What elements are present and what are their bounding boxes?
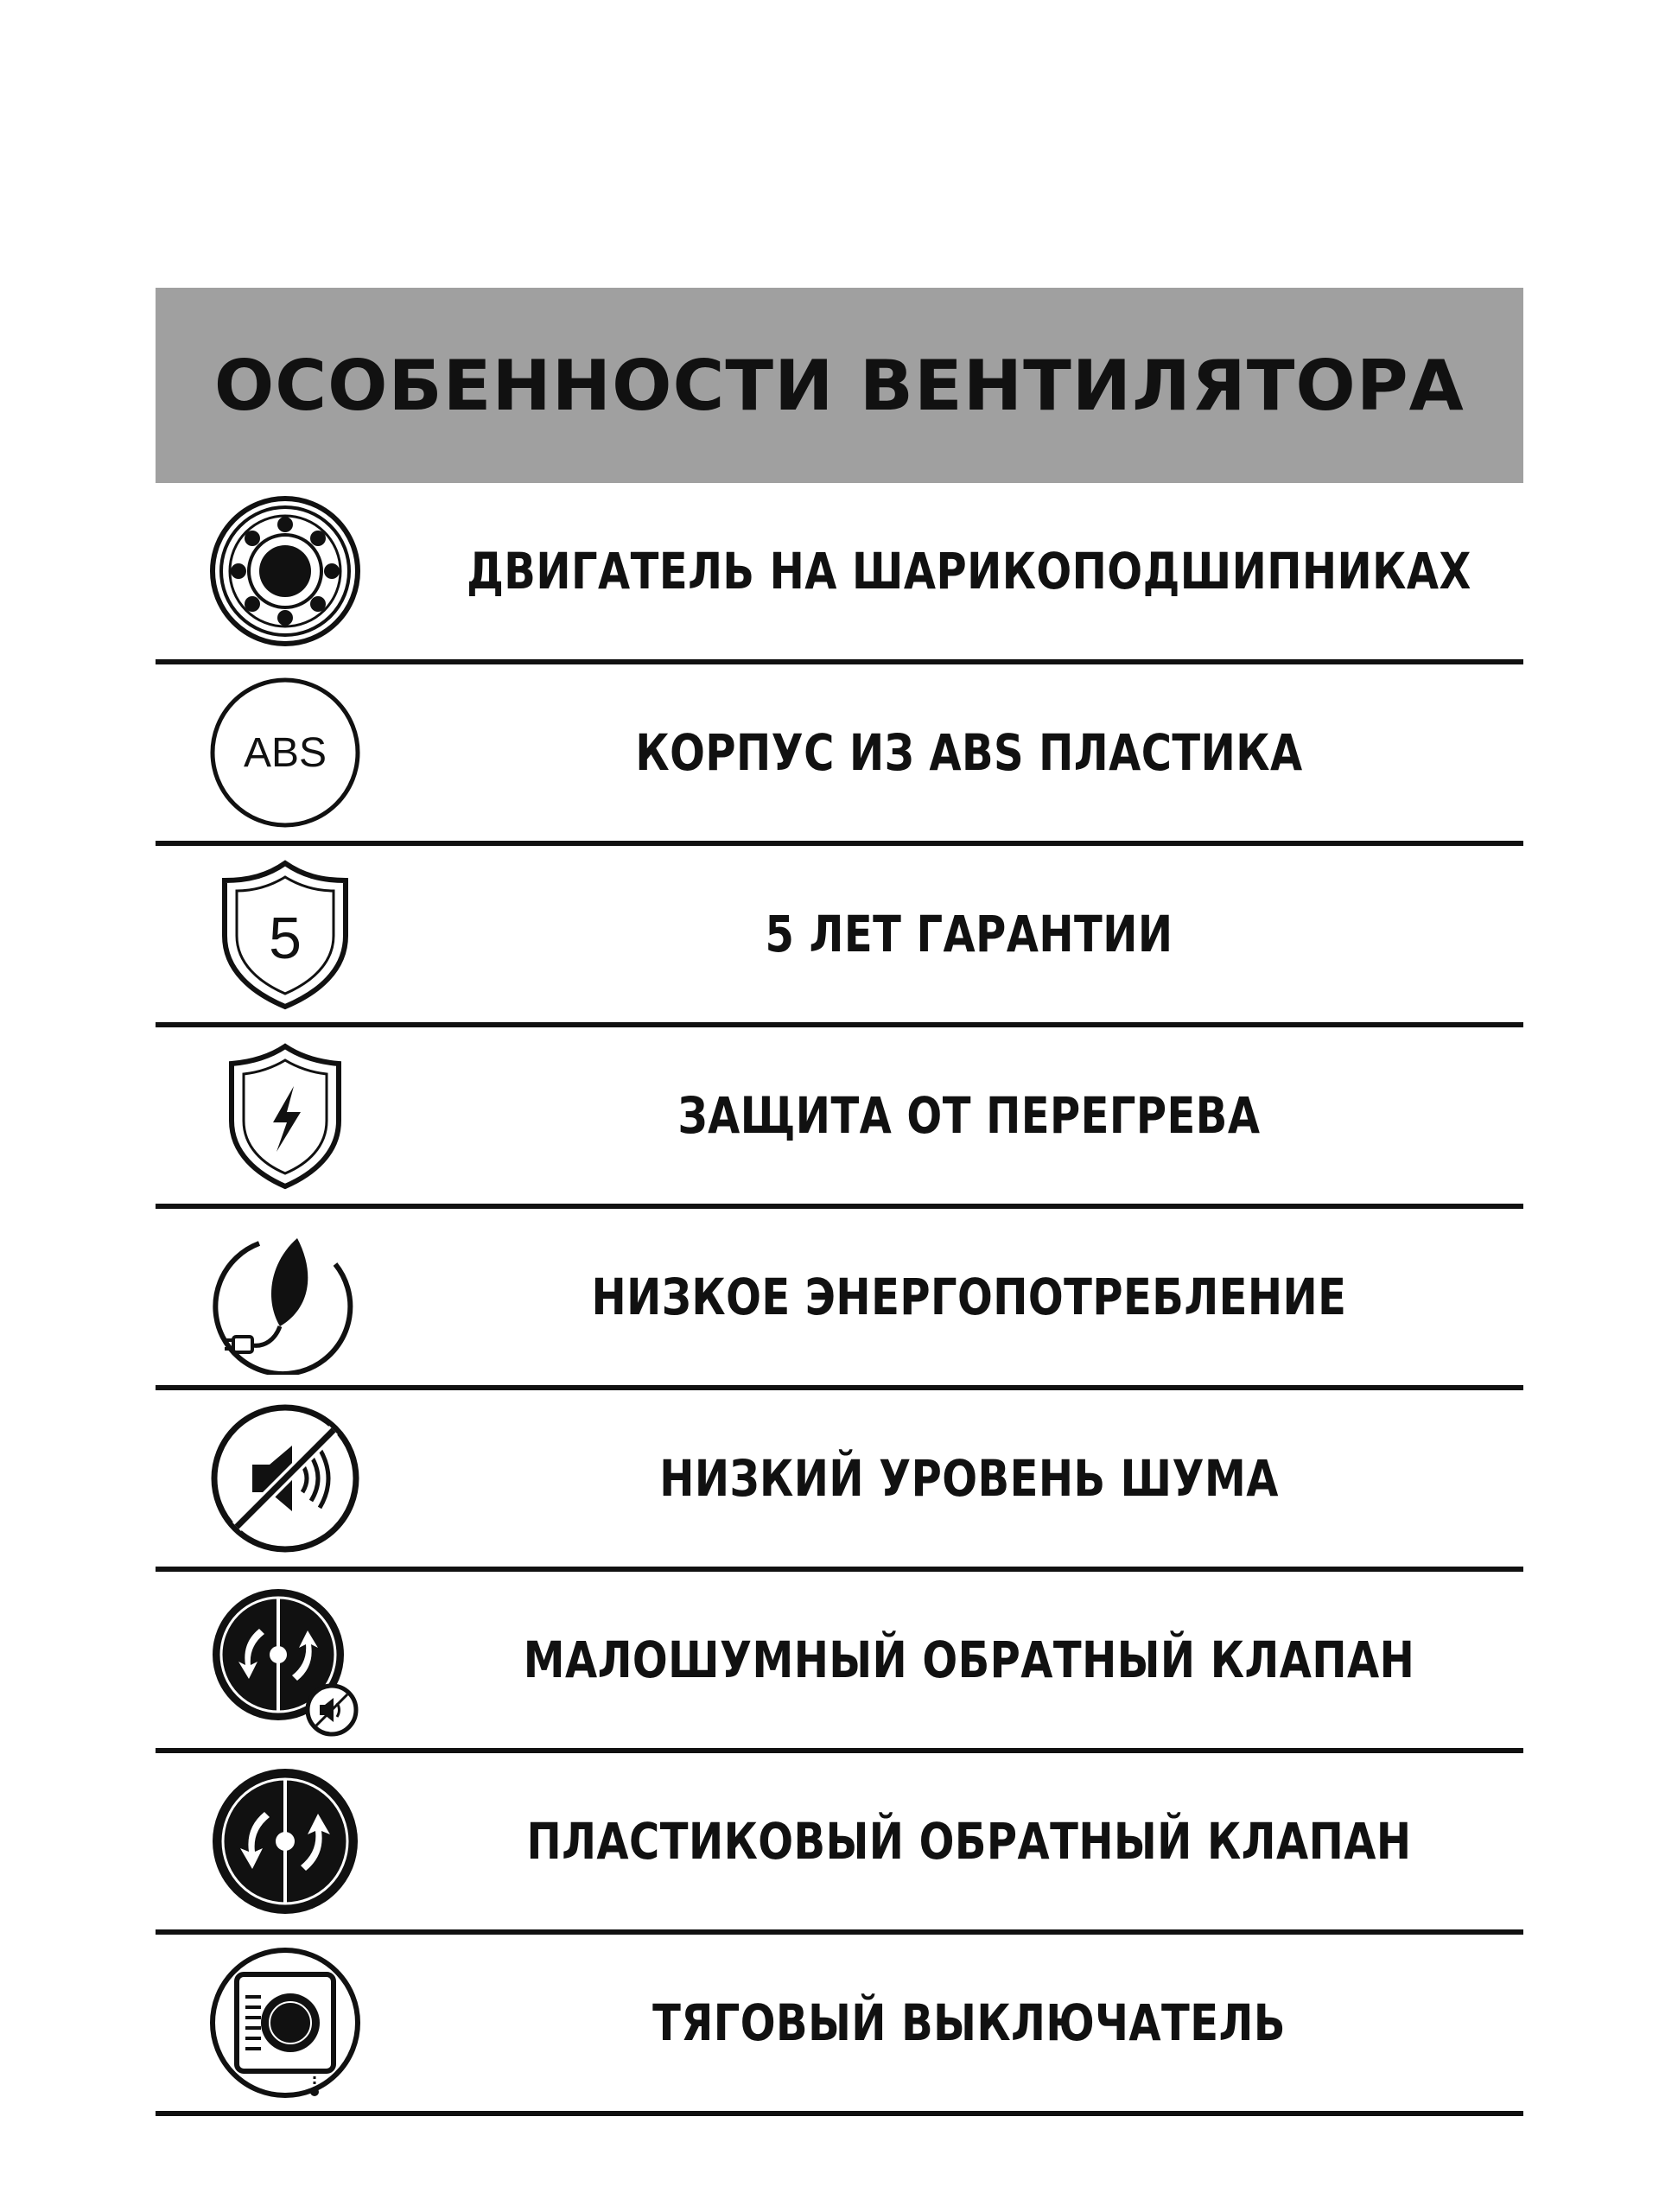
feature-row bbox=[156, 1572, 1523, 1753]
feature-row bbox=[156, 1935, 1523, 2116]
feature-row bbox=[156, 1753, 1523, 1935]
page-title: ОСОБЕННОСТИ ВЕНТИЛЯТОРА bbox=[214, 345, 1465, 426]
warranty-years-text: 5 bbox=[269, 906, 302, 971]
feature-row bbox=[156, 483, 1523, 664]
check-valve-icon bbox=[207, 1764, 363, 1919]
feature-label: МАЛОШУМНЫЙ ОБРАТНЫЙ КЛАПАН bbox=[523, 1630, 1415, 1689]
feature-label: КОРПУС ИЗ ABS ПЛАСТИКА bbox=[635, 723, 1303, 782]
muted-speaker-icon bbox=[207, 1401, 363, 1556]
feature-label: ПЛАСТИКОВЫЙ ОБРАТНЫЙ КЛАПАН bbox=[526, 1812, 1412, 1871]
feature-row bbox=[156, 1390, 1523, 1572]
features-panel bbox=[156, 288, 1523, 2116]
feature-label: 5 ЛЕТ ГАРАНТИИ bbox=[765, 905, 1173, 963]
eco-leaf-plug-icon bbox=[207, 1219, 363, 1375]
pull-cord-switch-icon bbox=[207, 1945, 363, 2101]
lightning-shield-icon bbox=[207, 1038, 363, 1193]
feature-label: ТЯГОВЫЙ ВЫКЛЮЧАТЕЛЬ bbox=[652, 1993, 1286, 2052]
feature-row bbox=[156, 1209, 1523, 1390]
silent-check-valve-icon bbox=[207, 1582, 363, 1738]
abs-icon bbox=[207, 675, 363, 830]
abs-icon-text: ABS bbox=[243, 730, 327, 776]
ball-bearing-icon bbox=[207, 493, 363, 649]
feature-label: НИЗКИЙ УРОВЕНЬ ШУМА bbox=[659, 1449, 1279, 1508]
feature-label: НИЗКОЕ ЭНЕРГОПОТРЕБЛЕНИЕ bbox=[591, 1268, 1347, 1326]
feature-row bbox=[156, 664, 1523, 846]
feature-label: ДВИГАТЕЛЬ НА ШАРИКОПОДШИПНИКАХ bbox=[467, 542, 1471, 601]
feature-label: ЗАЩИТА ОТ ПЕРЕГРЕВА bbox=[677, 1086, 1261, 1145]
feature-row bbox=[156, 846, 1523, 1027]
feature-row bbox=[156, 1027, 1523, 1209]
warranty-shield-icon bbox=[207, 856, 363, 1012]
title-banner bbox=[156, 288, 1523, 483]
